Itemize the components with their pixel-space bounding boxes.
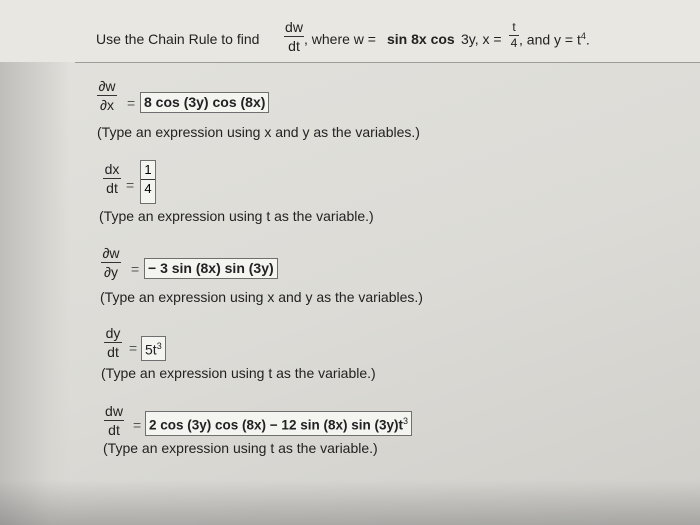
step3-lhs bbox=[101, 245, 121, 280]
x-numerator: t bbox=[512, 20, 516, 34]
bottom-shade bbox=[0, 480, 700, 525]
step1-equals: = bbox=[127, 95, 136, 111]
step1-lhs bbox=[97, 78, 117, 113]
x-fraction bbox=[509, 21, 519, 50]
step5-lhs bbox=[104, 403, 124, 438]
step5-note: (Type an expression using t as the variable.) bbox=[103, 440, 378, 456]
step3-lhs-den: ∂y bbox=[104, 264, 118, 280]
left-shadow bbox=[0, 62, 70, 525]
step1-lhs-num: ∂w bbox=[98, 78, 116, 94]
step2-lhs-num: dx bbox=[104, 161, 120, 177]
step2-lhs-den: dt bbox=[106, 180, 118, 196]
problem-prefix: Use the Chain Rule to find bbox=[96, 31, 260, 47]
step2-answer-num: 1 bbox=[144, 162, 152, 177]
step2-answer-box[interactable] bbox=[140, 160, 156, 204]
step4-lhs bbox=[104, 325, 122, 360]
step5-equals: = bbox=[133, 417, 142, 433]
problem-fraction-dwdt bbox=[284, 19, 304, 54]
step2-lhs bbox=[103, 161, 121, 196]
where-text: , where w = bbox=[304, 31, 376, 47]
step1-lhs-den: ∂x bbox=[100, 97, 114, 113]
step2-equals: = bbox=[126, 177, 135, 193]
step4-answer-box[interactable]: $5t^3$ bbox=[141, 336, 166, 361]
w-expression-bold: sin 8x cos bbox=[387, 31, 455, 47]
step3-equals: = bbox=[131, 261, 140, 277]
step3-lhs-num: ∂w bbox=[102, 245, 120, 261]
step4-lhs-den: dt bbox=[107, 344, 119, 360]
step5-lhs-num: dw bbox=[105, 403, 123, 419]
fraction-denominator: dt bbox=[288, 38, 300, 54]
step1-answer-box[interactable]: 8 cos (3y) cos (8x) bbox=[140, 92, 269, 113]
fraction-numerator: dw bbox=[285, 19, 303, 35]
step4-note: (Type an expression using t as the variable.) bbox=[101, 365, 376, 381]
step5-answer-box[interactable]: 2 cos (3y) cos (8x) − 12 sin (8x) $\sin (3y)t^3$ bbox=[145, 411, 412, 436]
step3-note: (Type an expression using x and y as the variables.) bbox=[100, 289, 423, 305]
step5-lhs-den: dt bbox=[108, 422, 120, 438]
step2-note: (Type an expression using t as the variable.) bbox=[99, 208, 374, 224]
step4-lhs-num: dy bbox=[105, 325, 121, 341]
divider bbox=[75, 62, 700, 63]
w-expression-rest: 3y, x = bbox=[461, 31, 502, 47]
y-text: , and $y = t^4$. bbox=[519, 31, 590, 48]
x-denominator: 4 bbox=[510, 36, 518, 50]
step4-equals: = bbox=[129, 340, 138, 356]
step3-answer-box[interactable]: − 3 sin (8x) sin (3y) bbox=[144, 258, 278, 279]
step2-answer-den: 4 bbox=[144, 181, 152, 196]
step1-note: (Type an expression using x and y as the variables.) bbox=[97, 124, 420, 140]
